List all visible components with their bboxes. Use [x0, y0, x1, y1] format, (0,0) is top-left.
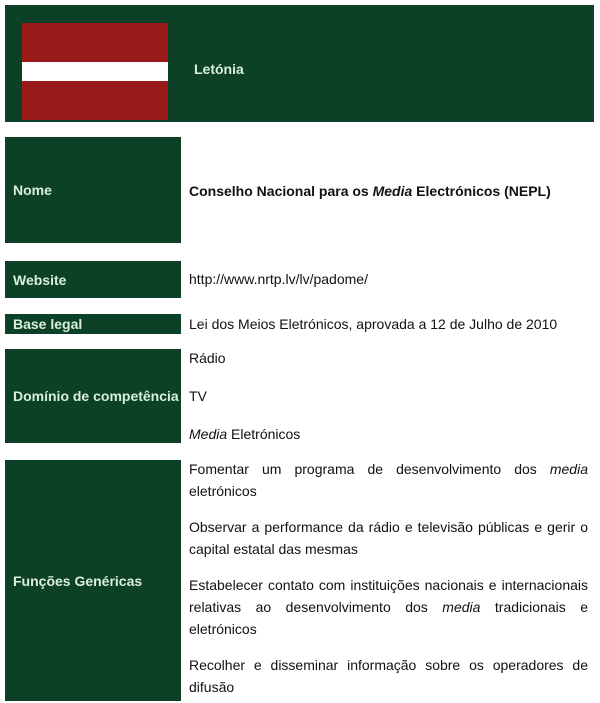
label-funcoes: [5, 460, 181, 701]
value-funcoes-p4: Recolher e disseminar informação sobre os operadores de difusão: [189, 657, 588, 695]
value-funcoes-p3: [189, 574, 588, 640]
label-nome: [5, 137, 181, 243]
value-funcoes-p3-em: media: [442, 599, 481, 615]
header-band: [5, 5, 594, 122]
country-title: Letónia: [194, 61, 244, 77]
value-dominio-item2: TV: [189, 388, 207, 404]
label-dominio-text: Domínio de competência: [13, 388, 179, 404]
label-base-legal-text: Base legal: [13, 316, 83, 332]
value-nome-post: Electrónicos (NEPL): [412, 183, 551, 199]
flag-white-stripe: [22, 62, 168, 81]
value-funcoes-p2: Observar a performance da rádio e televisão públicas e gerir o capital estatal das mesmas: [189, 519, 588, 557]
value-funcoes-p3-pre: Estabelecer contato com instituições nacionais e internacionais relativas ao desenvolvimento dos: [189, 577, 588, 615]
value-dominio-item3-em: Media: [189, 426, 228, 442]
value-dominio-item3-post: Eletrónicos: [227, 426, 301, 442]
value-funcoes-p1-pre: Fomentar um programa de desenvolvimento dos: [189, 461, 550, 477]
value-dominio-item3: [189, 423, 588, 445]
value-nome-em: Media: [372, 183, 413, 199]
value-funcoes-p1: [189, 458, 588, 502]
value-funcoes-p1-post: eletrónicos: [189, 483, 257, 499]
label-base-legal: [5, 314, 181, 334]
value-base-legal: Lei dos Meios Eletrónicos, aprovada a 12 de Julho de 2010: [189, 316, 558, 332]
label-website: [5, 261, 181, 298]
value-funcoes-p1-em: media: [549, 461, 588, 477]
label-nome-text: Nome: [13, 182, 52, 198]
value-nome: [189, 180, 588, 202]
value-funcoes-p3-post: tradicionais e eletrónicos: [189, 599, 588, 637]
label-dominio: [5, 349, 181, 443]
label-funcoes-text: Funções Genéricas: [13, 572, 143, 589]
latvia-flag-icon: [22, 23, 168, 120]
website-link[interactable]: http://www.nrtp.lv/lv/padome/: [189, 271, 368, 287]
value-dominio-item1: Rádio: [189, 350, 226, 366]
value-nome-pre: Conselho Nacional para os: [189, 183, 373, 199]
label-website-text: Website: [13, 271, 67, 288]
